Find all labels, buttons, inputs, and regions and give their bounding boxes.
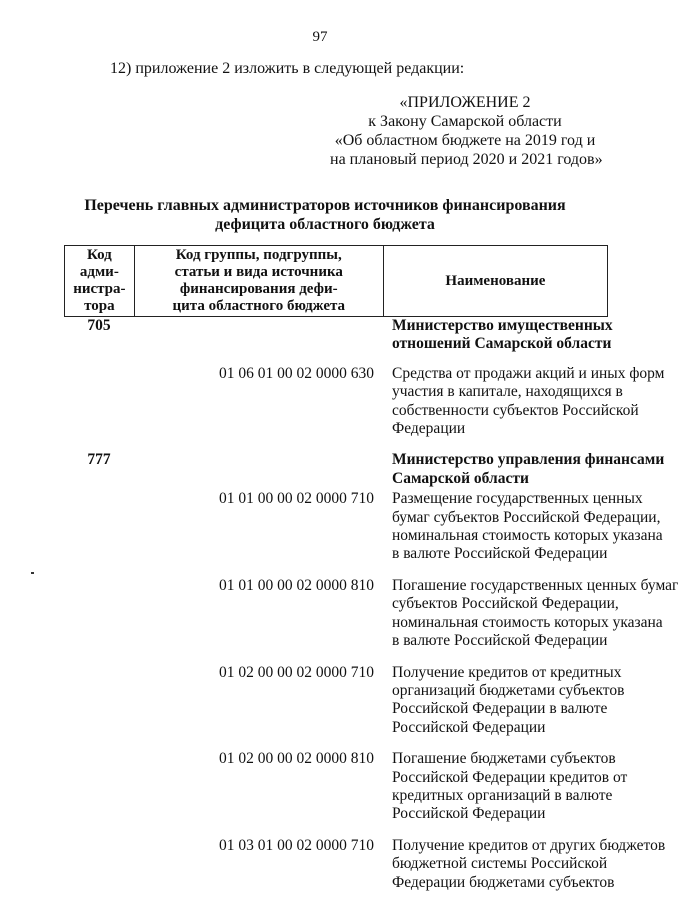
admin-code-cell: [64, 490, 134, 564]
header-line: Код: [86, 247, 112, 263]
table-body: [64, 317, 678, 892]
admin-code-cell: [64, 365, 134, 439]
name-cell: [384, 663, 625, 738]
scan-speck: [31, 572, 34, 574]
header-line: тора: [84, 298, 115, 314]
name-line: участия в капитале, находящихся в: [392, 383, 623, 401]
table-row: [64, 490, 663, 564]
name-line: бюджетной системы Российской: [392, 855, 608, 873]
name-cell: [384, 576, 678, 651]
name-line: бумаг субъектов Российской Федерации,: [392, 508, 661, 526]
header-line: Наименование: [445, 272, 546, 289]
name-line: организаций бюджетами субъектов: [392, 681, 625, 699]
name-line: Федерации: [392, 420, 466, 438]
admin-code-cell: [64, 837, 134, 892]
administrators-table: [64, 245, 678, 892]
name-line: Российской Федерации: [392, 805, 546, 823]
table-row: [64, 750, 628, 824]
header-name: [384, 246, 607, 316]
name-line: кредитных организаций в валюте: [392, 786, 613, 804]
admin-code-cell: [64, 664, 134, 738]
source-code-cell: 01 02 00 00 02 0000 710: [219, 663, 374, 681]
page-number: 97: [312, 29, 328, 45]
title-line: дефицита областного бюджета: [215, 216, 435, 233]
header-line: финансирования дефи-: [179, 281, 338, 297]
source-code-cell: [134, 317, 384, 354]
name-line: Погашение государственных ценных бумаг: [392, 576, 678, 594]
table-row: [64, 451, 665, 488]
name-line: отношений Самарской области: [392, 335, 612, 353]
header-line: Код группы, подгруппы,: [175, 247, 342, 263]
header-line: цита областного бюджета: [172, 298, 346, 314]
table-row: [64, 576, 678, 651]
source-code-cell: 01 06 01 00 02 0000 630: [219, 364, 374, 382]
source-code-cell: 01 01 00 00 02 0000 710: [219, 490, 374, 508]
name-cell: [384, 451, 665, 488]
table-row: [64, 836, 666, 892]
admin-code-cell: [64, 577, 134, 651]
name-line: Размещение государственных ценных: [392, 490, 643, 508]
name-line: собственности субъектов Российской: [392, 401, 639, 419]
header-admin-code: [65, 246, 135, 316]
name-line: Погашение бюджетами субъектов: [392, 750, 616, 768]
header-line: нистра-: [73, 281, 126, 297]
name-line: Российской Федерации в валюте: [392, 700, 608, 718]
name-line: Российской Федерации: [392, 718, 546, 736]
table-row: [64, 364, 665, 439]
header-line: адми-: [79, 264, 119, 280]
appendix-line: «Об областном бюджете на 2019 год и: [334, 132, 596, 149]
name-cell: [384, 836, 666, 892]
name-cell: [384, 750, 628, 824]
name-line: субъектов Российской Федерации,: [392, 595, 619, 613]
name-line: номинальная стоимость которых указана: [392, 613, 663, 631]
name-line: Министерство управления финансами: [392, 451, 665, 469]
name-line: Министерство имущественных: [392, 317, 613, 334]
table-row: [64, 317, 613, 354]
name-line: в валюте Российской Федерации: [392, 632, 608, 650]
name-line: Получение кредитов от других бюджетов: [392, 836, 666, 854]
name-cell: [384, 364, 665, 439]
document-title: [80, 196, 570, 234]
name-line: Российской Федерации кредитов от: [392, 768, 628, 786]
name-line: Федерации бюджетами субъектов: [392, 873, 615, 891]
table-row: [64, 663, 625, 738]
title-line: Перечень главных администраторов источников финансирования: [84, 197, 566, 214]
appendix-line: «ПРИЛОЖЕНИЕ 2: [399, 94, 531, 111]
intro-text: 12) приложение 2 изложить в следующей редакции:: [110, 60, 465, 77]
name-line: Средства от продажи акций и иных форм: [392, 364, 665, 382]
admin-code-cell: 777: [87, 451, 111, 469]
source-code-cell: [134, 451, 384, 488]
name-line: Получение кредитов от кредитных: [392, 663, 622, 681]
header-source-code: [135, 246, 384, 316]
name-line: Самарской области: [392, 469, 529, 487]
header-line: статьи и вида источника: [174, 264, 343, 280]
table-header: [64, 245, 608, 317]
name-line: в валюте Российской Федерации: [392, 545, 608, 563]
appendix-heading: [330, 93, 603, 169]
admin-code-cell: [64, 750, 134, 824]
name-line: номинальная стоимость которых указана: [392, 527, 663, 545]
source-code-cell: 01 01 00 00 02 0000 810: [219, 576, 374, 594]
appendix-line: к Закону Самарской области: [368, 113, 562, 130]
name-cell: [384, 317, 613, 354]
source-code-cell: 01 03 01 00 02 0000 710: [219, 836, 374, 854]
appendix-line: на плановый период 2020 и 2021 годов»: [330, 151, 603, 168]
name-cell: [384, 490, 663, 564]
source-code-cell: 01 02 00 00 02 0000 810: [219, 750, 374, 768]
admin-code-cell: 705: [87, 317, 111, 334]
